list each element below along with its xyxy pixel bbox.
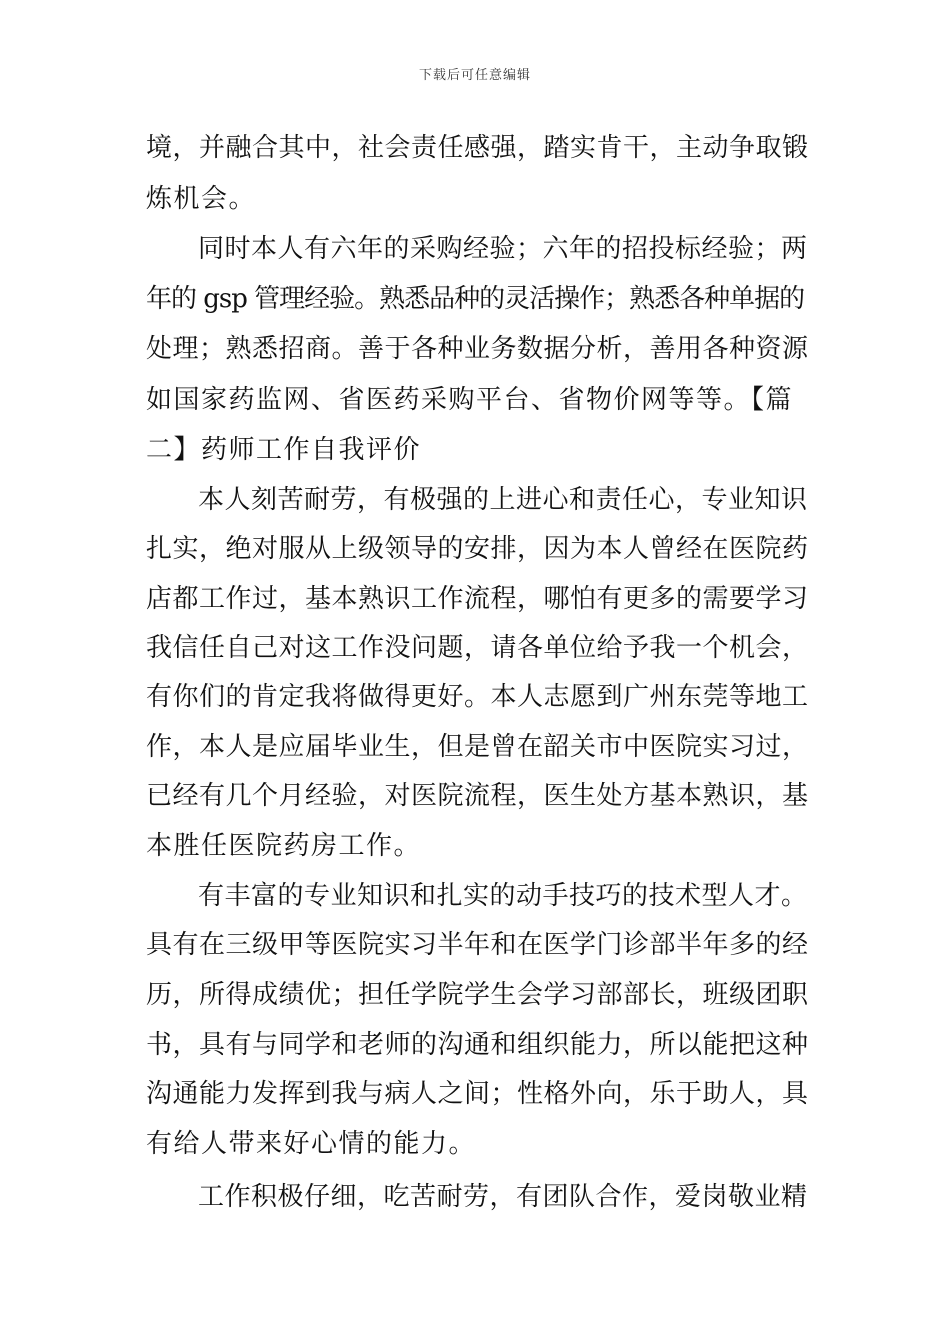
text-line: 同时本人有六年的采购经验；六年的招投标经验；两 <box>198 234 808 264</box>
text-line: 工作积极仔细，吃苦耐劳，有团队合作，爱岗敬业精 <box>198 1182 808 1212</box>
text-line: 沟通能力发挥到我与病人之间；性格外向，乐于助人，具 <box>146 1079 809 1109</box>
text-line: 有你们的肯定我将做得更好。本人志愿到广州东莞等地工 <box>146 682 809 712</box>
text-line: 炼机会。 <box>146 184 257 214</box>
text-line: 有丰富的专业知识和扎实的动手技巧的技术型人才。 <box>198 881 808 911</box>
text-line: 年的 gsp 管理经验。熟悉品种的灵活操作；熟悉各种单据的 <box>146 284 805 314</box>
text-line: 境，并融合其中，社会责任感强，踏实肯干，主动争取锻 <box>146 133 809 163</box>
text-line: 已经有几个月经验，对医院流程，医生处方基本熟识，基 <box>146 781 809 811</box>
text-line: 扎实，绝对服从上级领导的安排，因为本人曾经在医院药 <box>146 534 809 564</box>
text-line: 我信任自己对这工作没问题，请各单位给予我一个机会， <box>146 633 809 663</box>
text-line: 书，具有与同学和老师的沟通和组织能力，所以能把这种 <box>146 1030 809 1060</box>
text-line: 有给人带来好心情的能力。 <box>146 1129 477 1159</box>
text-line: 历，所得成绩优；担任学院学生会学习部部长，班级团职 <box>146 980 809 1010</box>
text-line: 如国家药监网、省医药采购平台、省物价网等等。【篇 <box>146 385 794 415</box>
text-line: 本胜任医院药房工作。 <box>146 831 422 861</box>
text-line: 处理；熟悉招商。善于各种业务数据分析，善用各种资源 <box>146 334 809 364</box>
page-header: 下载后可任意编辑 <box>418 68 531 83</box>
text-line: 作，本人是应届毕业生，但是曾在韶关市中医院实习过， <box>146 732 809 762</box>
text-line: 本人刻苦耐劳，有极强的上进心和责任心，专业知识 <box>198 485 808 515</box>
text-line: 二】药师工作自我评价 <box>146 435 422 465</box>
text-line: 具有在三级甲等医院实习半年和在医学门诊部半年多的经 <box>146 930 809 960</box>
text-line: 店都工作过，基本熟识工作流程，哪怕有更多的需要学习 <box>146 584 809 614</box>
